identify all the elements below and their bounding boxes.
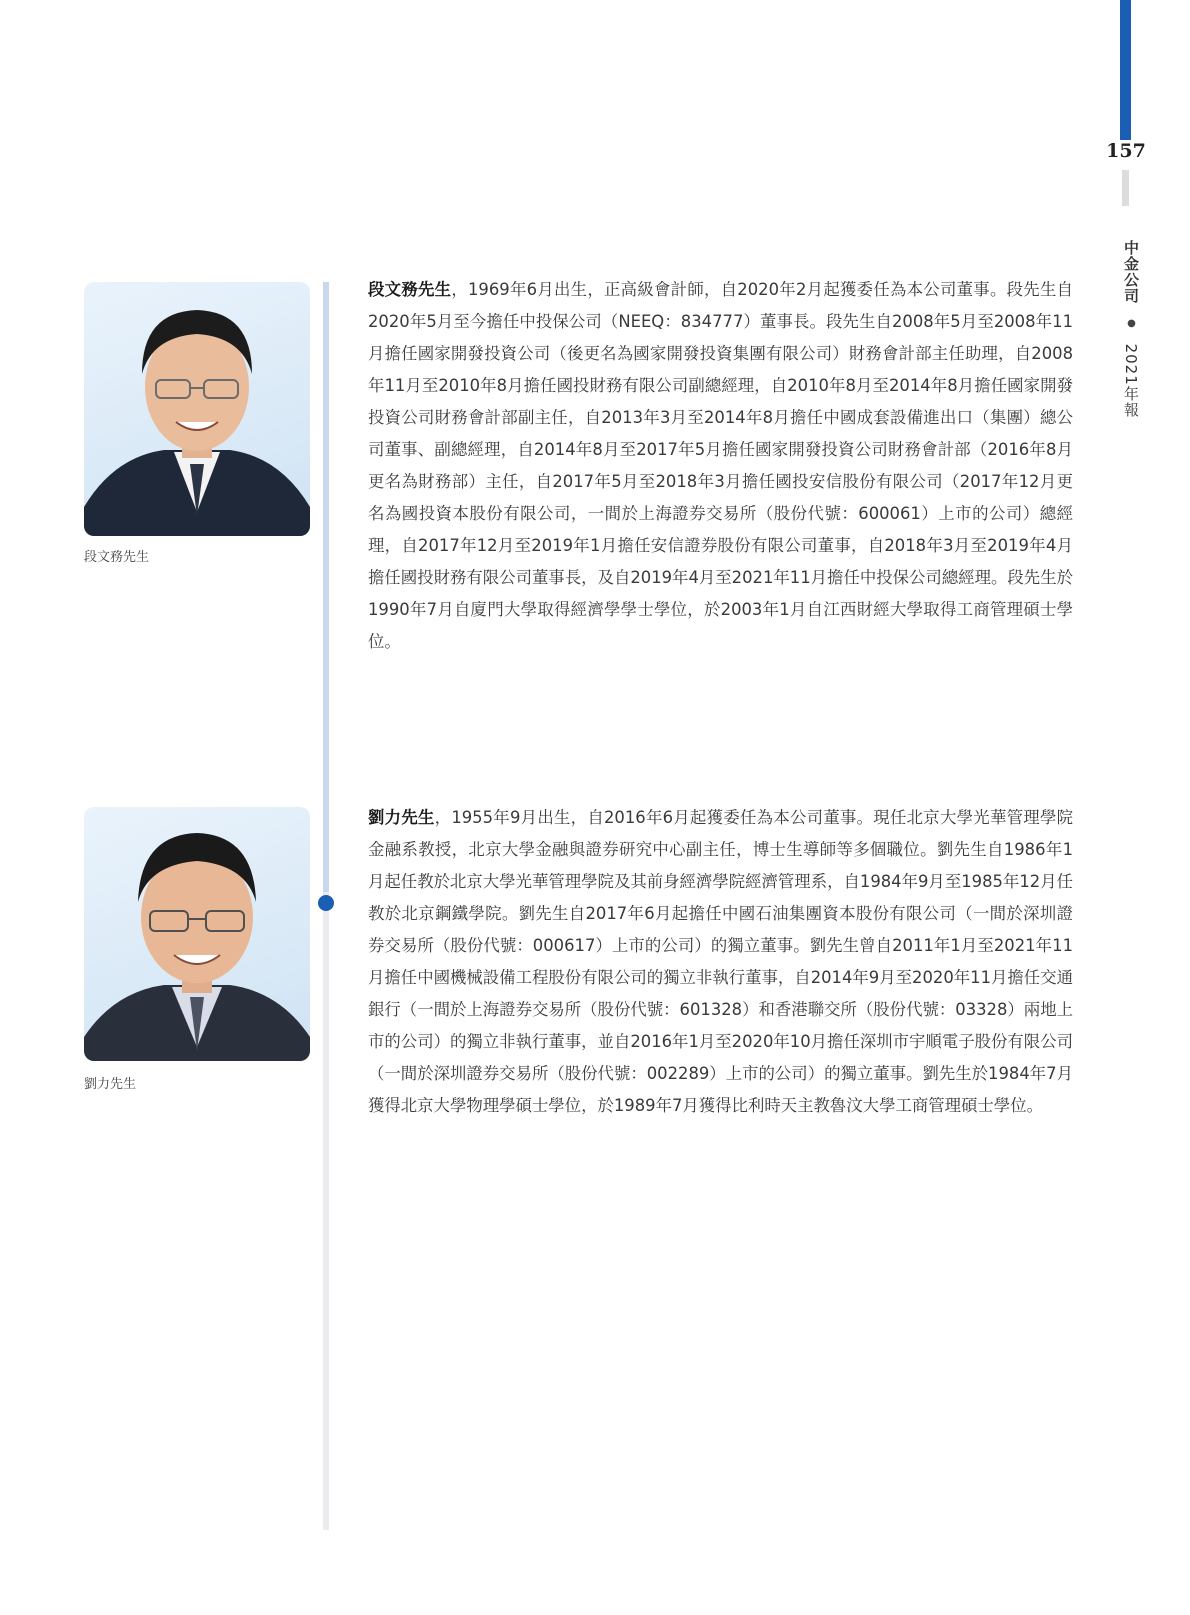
person-portrait-icon: [84, 282, 310, 536]
bullet-dot-icon: ●: [1126, 317, 1137, 330]
portrait-photo: [84, 282, 310, 536]
biography-text: ，1955年9月出生，自2016年6月起獲委任為本公司董事。現任北京大學光華管理學院金融系教授，北京大學金融與證券研究中心副主任，博士生導師等多個職位。劉先生自1986年1月起任教於北京大學光華管理學院及其前身經濟學院經濟管理系，自1984年9月至1985年12月任教於北京鋼鐵學院。劉先生自2017年6月起擔任中國石油集團資本股份有限公司（一間於深圳證券交易所（股份代號：000617）上市的公司）的獨立董事。劉先生曾自2011年1月至2021年11月擔任中國機械設備工程股份有限公司的獨立非執行董事，自2014年9月至2020年11月擔任交通銀行（一間於上海證券交易所（股份代號：601328）和香港聯交所（股份代號：03328）兩地上市的公司）的獨立非執行董事，並自2016年1月至2020年10月擔任深圳市宇順電子股份有限公司（一間於深圳證券交易所（股份代號：002289）上市的公司）的獨立董事。劉先生於1984年7月獲得北京大學物理學碩士學位，於1989年7月獲得比利時天主教魯汶大學工商管理碩士學位。: [368, 808, 1073, 1115]
portrait-photo: [84, 807, 310, 1061]
biography-paragraph: [368, 274, 1073, 658]
director-name: 劉力先生: [368, 808, 435, 827]
biography-paragraph: [368, 802, 1073, 1122]
biography-text: ，1969年6月出生，正高級會計師，自2020年2月起獲委任為本公司董事。段先生自2020年5月至今擔任中投保公司（NEEQ：834777）董事長。段先生自2008年5月至2008年11月擔任國家開發投資公司（後更名為國家開發投資集團有限公司）財務會計部主任助理，自2008年11月至2010年8月擔任國投財務有限公司副總經理，自2010年8月至2014年8月擔任國家開發投資公司財務會計部副主任，自2013年3月至2014年8月擔任中國成套設備進出口（集團）總公司董事、副總經理，自2014年8月至2017年5月擔任國家開發投資公司財務會計部（2016年8月更名為財務部）主任，自2017年5月至2018年3月擔任國投安信股份有限公司（2017年12月更名為國投資本股份有限公司，一間於上海證券交易所（股份代號：600061）上市的公司）總經理，自2017年12月至2019年1月擔任安信證券股份有限公司董事，自2018年3月至2019年4月擔任國投財務有限公司董事長，及自2019年4月至2021年11月擔任中投保公司總經理。段先生於1990年7月自廈門大學取得經濟學學士學位，於2003年1月自江西財經大學取得工商管理碩士學位。: [368, 280, 1074, 651]
side-report-year: 2021年報: [1122, 343, 1140, 418]
page-number: 157: [1106, 140, 1146, 162]
side-running-header: [1116, 240, 1142, 418]
portrait-caption: 段文務先生: [84, 550, 150, 565]
director-name: 段文務先生: [368, 280, 452, 299]
top-accent-bar: [1120, 0, 1131, 140]
side-company-name: 中金公司: [1122, 240, 1140, 304]
timeline-dot: [318, 895, 334, 911]
person-portrait-icon: [84, 807, 310, 1061]
portrait-caption: 劉力先生: [84, 1077, 137, 1092]
page-divider-bar: [1122, 170, 1129, 206]
